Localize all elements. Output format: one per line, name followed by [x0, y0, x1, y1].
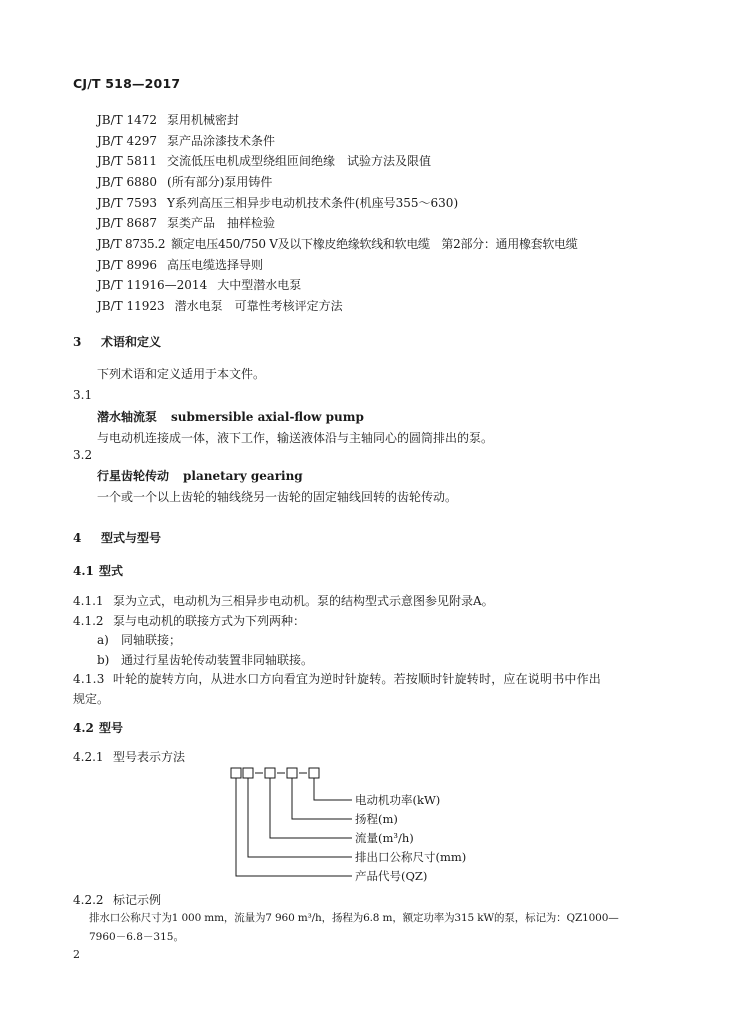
reference-code: JB/T 8996: [97, 258, 158, 272]
label-motor-power: 电动机功率(kW): [355, 793, 441, 807]
reference-code: JB/T 4297: [97, 134, 158, 148]
reference-title: Y系列高压三相异步电动机技术条件(机座号355～630): [167, 196, 459, 210]
reference-item: [97, 276, 301, 293]
reference-code: JB/T 1472: [97, 113, 158, 127]
section-number: 3: [73, 335, 82, 349]
clause-title: 型号表示方法: [113, 750, 186, 764]
term-heading: [97, 408, 364, 425]
reference-title: 交流低压电机成型绕组匝间绝缘 试验方法及限值: [167, 154, 432, 168]
subsection-4-1-heading: [73, 562, 123, 579]
reference-code: JB/T 6880: [97, 175, 158, 189]
clause-number: 4.1.2: [73, 614, 104, 628]
term-english: planetary gearing: [183, 469, 303, 483]
reference-item: [97, 235, 577, 252]
term-number: 3.2: [73, 448, 93, 462]
reference-title: 泵产品涂漆技术条件: [167, 134, 276, 148]
clause-text: 叶轮的旋转方向，从进水口方向看宜为逆时针旋转。若按顺时针旋转时，应在说明书中作出: [113, 672, 602, 686]
reference-code: JB/T 7593: [97, 196, 158, 210]
list-text: 同轴联接；: [121, 633, 182, 647]
reference-code: JB/T 8735.2: [97, 237, 166, 251]
section-title: 型式与型号: [101, 531, 162, 545]
leader-line-head: [292, 778, 352, 819]
model-designation-diagram: [220, 762, 500, 887]
list-marker: b): [97, 653, 110, 667]
reference-code: JB/T 5811: [97, 154, 158, 168]
clause-number: 4.2.1: [73, 750, 104, 764]
label-flow: 流量(m³/h): [355, 831, 414, 845]
reference-item: [97, 256, 263, 273]
reference-item: [97, 173, 272, 190]
marking-example-line-2: 7960－6.8－315。: [89, 931, 184, 943]
clause-4-2-2: [73, 891, 161, 908]
clause-number: 4.1.3: [73, 672, 105, 686]
term-heading: [97, 467, 303, 484]
subsection-number: 4.2: [73, 721, 94, 735]
subsection-number: 4.1: [73, 564, 94, 578]
leader-line-outlet-size: [248, 778, 352, 857]
reference-title: 泵类产品 抽样检验: [167, 216, 276, 230]
clause-number: 4.1.1: [73, 594, 104, 608]
reference-title: (所有部分)泵用铸件: [167, 175, 273, 189]
reference-title: 额定电压450/750 V及以下橡皮绝缘软线和软电缆 第2部分：通用橡套软电缆: [171, 237, 578, 251]
label-head: 扬程(m): [355, 812, 398, 826]
list-item: [97, 631, 181, 648]
marking-example-line-1: 排水口公称尺寸为1 000 mm，流量为7 960 m³/h，扬程为6.8 m，额定功率为315 kW的泵，标记为：QZ1000—: [89, 912, 619, 924]
leader-line-power: [314, 778, 352, 800]
clause-4-1-1: [73, 592, 494, 609]
section-4-heading: [73, 529, 161, 546]
designation-box: [265, 768, 275, 778]
document-code-header: CJ/T 518—2017: [73, 76, 181, 91]
subsection-title: 型号: [99, 721, 124, 735]
reference-item: [97, 111, 239, 128]
term-chinese: 潜水轴流泵: [97, 410, 158, 424]
list-marker: a): [97, 633, 109, 647]
reference-title: 大中型潜水电泵: [217, 278, 302, 292]
subsection-4-2-heading: [73, 719, 123, 736]
designation-box: [309, 768, 319, 778]
reference-title: 泵用机械密封: [167, 113, 240, 127]
page-number: 2: [73, 948, 80, 961]
term-english: submersible axial-flow pump: [171, 410, 364, 424]
leader-line-flow: [270, 778, 352, 838]
section-3-intro: 下列术语和定义适用于本文件。: [97, 367, 266, 381]
clause-text: 泵为立式，电动机为三相异步电动机。泵的结构型式示意图参见附录A。: [113, 594, 494, 608]
reference-item: [97, 194, 458, 211]
term-number: 3.1: [73, 388, 93, 402]
clause-4-1-3: [73, 670, 601, 687]
list-item: [97, 651, 313, 668]
reference-code: JB/T 8687: [97, 216, 158, 230]
section-title: 术语和定义: [101, 335, 162, 349]
designation-box: [243, 768, 253, 778]
subsection-title: 型式: [99, 564, 124, 578]
term-definition: 一个或一个以上齿轮的轴线绕另一齿轮的固定轴线回转的齿轮传动。: [97, 490, 458, 504]
clause-4-2-1: [73, 748, 185, 765]
term-definition: 与电动机连接成一体，液下工作，输送液体沿与主轴同心的圆筒排出的泵。: [97, 431, 494, 445]
label-product-code: 产品代号(QZ): [355, 869, 428, 883]
reference-title: 高压电缆选择导则: [167, 258, 264, 272]
reference-item: [97, 297, 343, 314]
clause-title: 标记示例: [113, 893, 162, 907]
clause-4-1-2: [73, 612, 305, 629]
reference-code: JB/T 11916—2014: [97, 278, 208, 292]
section-number: 4: [73, 531, 82, 545]
term-chinese: 行星齿轮传动: [97, 469, 170, 483]
reference-item: [97, 132, 275, 149]
clause-text: 泵与电动机的联接方式为下列两种：: [113, 614, 306, 628]
section-3-heading: [73, 333, 161, 350]
reference-title: 潜水电泵 可靠性考核评定方法: [174, 299, 343, 313]
reference-item: [97, 152, 431, 169]
list-text: 通过行星齿轮传动装置非同轴联接。: [121, 653, 314, 667]
leader-line-product-code: [236, 778, 352, 876]
reference-item: [97, 214, 275, 231]
clause-4-1-3-continued: 规定。: [73, 692, 110, 706]
label-outlet-size: 排出口公称尺寸(mm): [355, 850, 467, 864]
designation-box: [231, 768, 241, 778]
designation-box: [287, 768, 297, 778]
reference-code: JB/T 11923: [97, 299, 165, 313]
clause-number: 4.2.2: [73, 893, 104, 907]
